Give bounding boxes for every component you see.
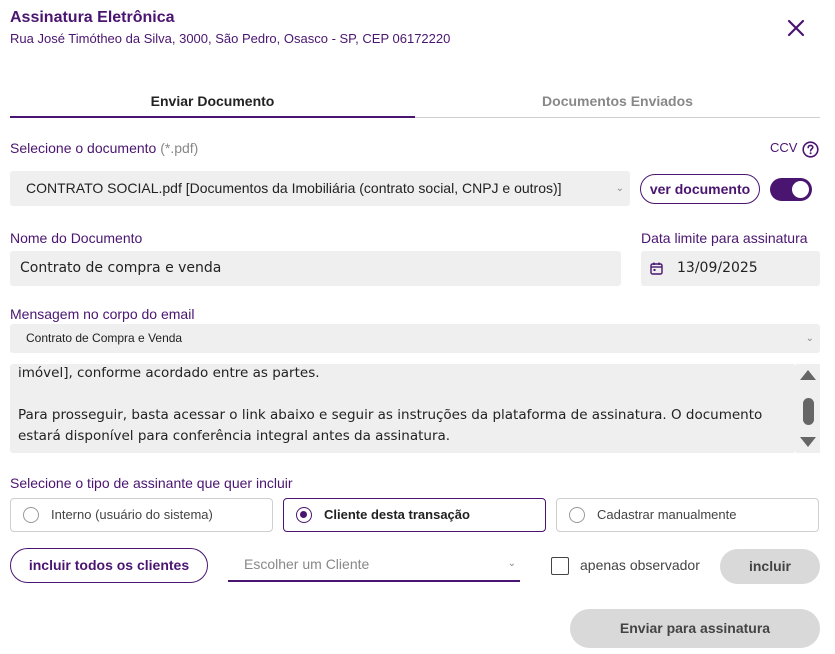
document-select-value: CONTRATO SOCIAL.pdf [Documentos da Imobiliária (contrato social, CNPJ e outros)]: [26, 180, 562, 196]
signer-option-label: Cliente desta transação: [324, 507, 470, 522]
ccv-label: CCV: [770, 140, 798, 155]
email-body-textarea[interactable]: [10, 364, 796, 453]
ccv-toggle[interactable]: [770, 178, 812, 201]
deadline-input[interactable]: [641, 251, 820, 286]
calendar-icon: [650, 262, 663, 275]
toggle-knob: [792, 181, 809, 198]
signer-option-internal[interactable]: [10, 498, 273, 532]
doc-name-label: Nome do Documento: [10, 230, 143, 246]
tab-enviar-documento[interactable]: Enviar Documento: [10, 84, 415, 118]
email-body-line: Para prosseguir, basta acessar o link abaixo e seguir as instruções da plataforma de assinatura. O documento: [18, 407, 763, 423]
email-template-value: Contrato de Compra e Venda: [26, 331, 183, 345]
include-all-clients-button[interactable]: incluir todos os clientes: [10, 548, 208, 583]
document-select-label-text: Selecione o documento: [10, 140, 157, 156]
email-body-line: imóvel], conforme acordado entre as partes.: [18, 365, 320, 381]
radio-icon: [569, 507, 585, 523]
deadline-label: Data limite para assinatura: [641, 230, 808, 246]
signer-option-manual[interactable]: [556, 498, 819, 532]
signer-option-client[interactable]: [283, 498, 546, 532]
radio-icon: [23, 507, 39, 523]
chevron-down-icon: ⌄: [615, 183, 624, 194]
signer-option-label: Interno (usuário do sistema): [51, 507, 213, 522]
scroll-up-arrow[interactable]: [800, 370, 816, 380]
document-select-label: [10, 140, 198, 156]
property-address: Rua José Timótheo da Silva, 3000, São Pedro, Osasco - SP, CEP 06172220: [10, 31, 451, 46]
document-select[interactable]: [10, 171, 630, 206]
doc-name-input[interactable]: Contrato de compra e venda: [10, 251, 621, 286]
view-document-button[interactable]: ver documento: [640, 174, 760, 204]
document-select-hint: (*.pdf): [160, 140, 199, 156]
scroll-down-arrow[interactable]: [800, 437, 816, 447]
ccv-help-button[interactable]: [802, 141, 819, 158]
help-icon: [802, 141, 819, 158]
radio-selected-icon: [296, 507, 312, 523]
email-body-line: estará disponível para conferência integral antes da assinatura.: [18, 428, 451, 444]
email-body-scrollbar[interactable]: [796, 364, 820, 453]
chevron-down-icon: ⌄: [805, 333, 814, 344]
observer-checkbox[interactable]: [551, 557, 569, 575]
client-select-placeholder: Escolher um Cliente: [244, 556, 370, 572]
send-for-signature-button[interactable]: Enviar para assinatura: [570, 609, 820, 648]
tab-documentos-enviados[interactable]: Documentos Enviados: [415, 84, 820, 118]
deadline-value: 13/09/2025: [677, 260, 758, 276]
email-message-label: Mensagem no corpo do email: [10, 306, 195, 322]
close-icon: [784, 16, 808, 40]
signer-option-label: Cadastrar manualmente: [597, 507, 737, 522]
chevron-down-icon: ⌄: [507, 558, 516, 569]
close-button[interactable]: [784, 16, 808, 40]
email-template-select[interactable]: [10, 324, 820, 353]
observer-label: apenas observador: [580, 557, 700, 573]
scroll-thumb[interactable]: [803, 398, 814, 425]
include-button[interactable]: incluir: [720, 549, 820, 584]
signer-type-label: Selecione o tipo de assinante que quer incluir: [10, 475, 293, 491]
client-select[interactable]: [228, 549, 520, 582]
page-title: Assinatura Eletrônica: [10, 9, 175, 26]
